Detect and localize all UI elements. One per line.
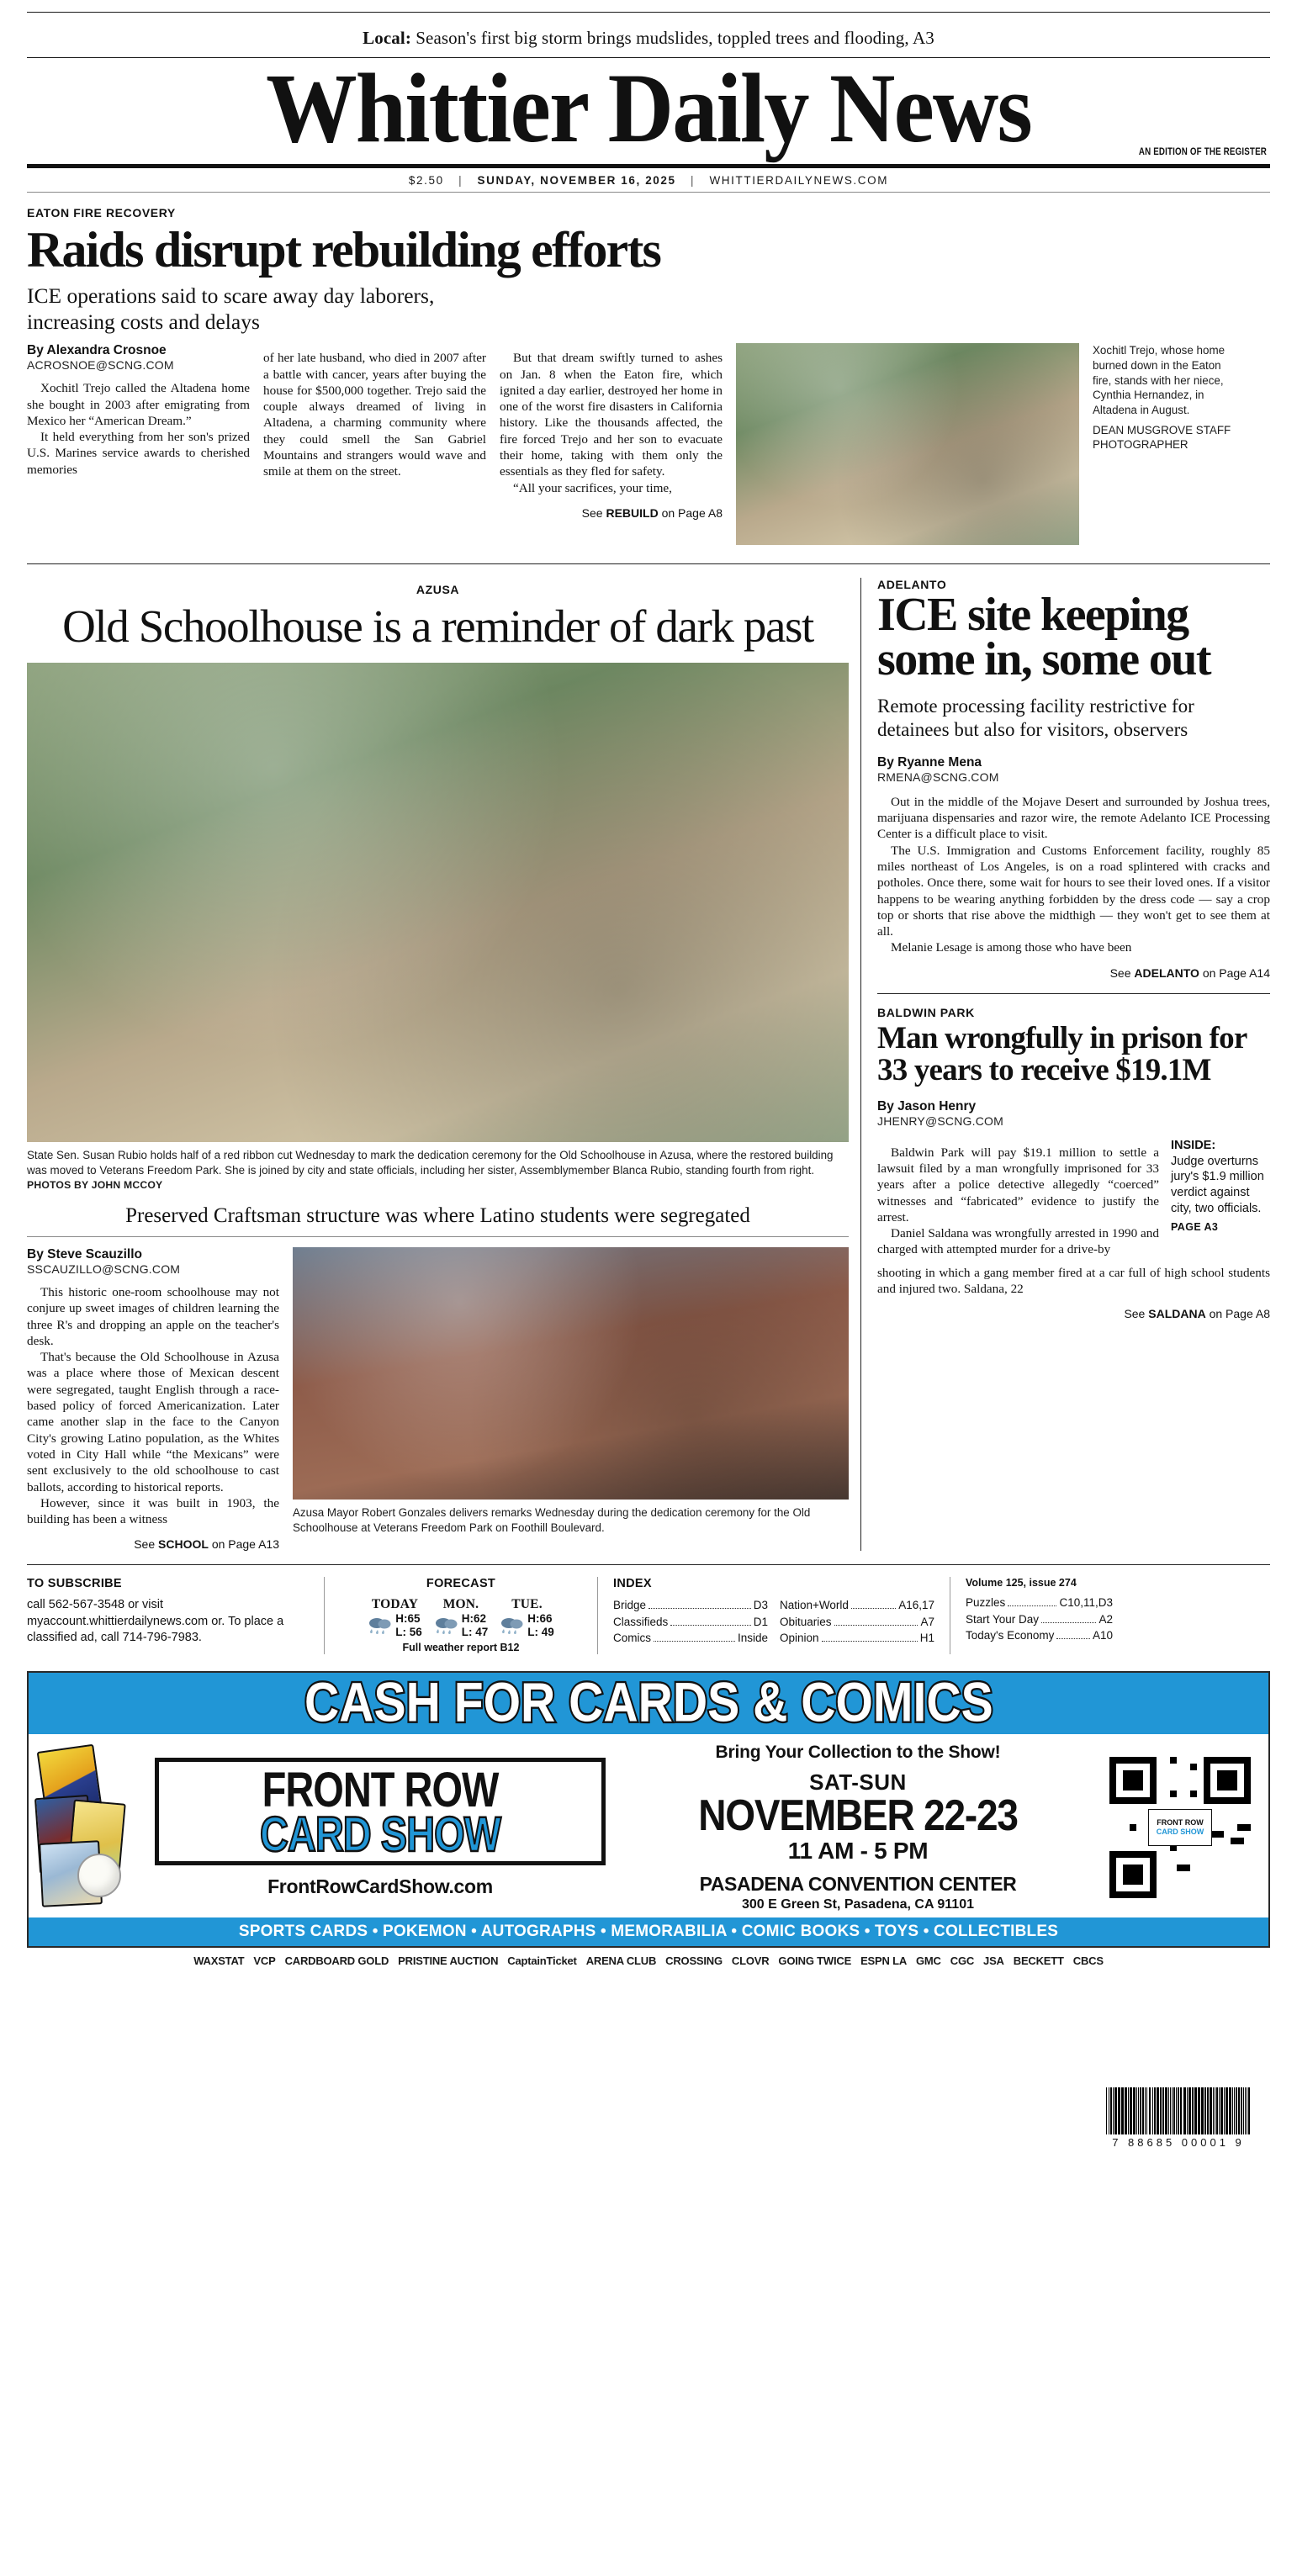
jump-page: on Page A14 [1202, 965, 1270, 980]
forecast-day-body [500, 1612, 554, 1638]
azusa-subhead-rule [27, 1236, 849, 1237]
azusa-photo-2-caption: Azusa Mayor Robert Gonzales delivers remarks Wednesday during the dedication ceremony for the Old Schoolhouse at Veterans Freedom Park on Foothill Boulevard. [293, 1505, 811, 1534]
jump-page: on Page A8 [661, 505, 723, 520]
sponsor-logo: CBCS [1072, 1954, 1104, 1968]
skybox [27, 13, 1270, 57]
baldwin-body-full [877, 1265, 1270, 1298]
azusa-jump-line[interactable] [27, 1537, 279, 1551]
azusa-photo-1-credit: PHOTOS BY JOHN MCCOY [27, 1179, 163, 1192]
forecast-high: H:66 [527, 1612, 553, 1626]
masthead [27, 53, 1270, 163]
lead-column-1 [27, 343, 250, 545]
dateline-separator-2: | [691, 174, 696, 188]
azusa-lower-grid [27, 1247, 849, 1551]
index-name: Opinion [780, 1631, 819, 1644]
sponsor-logo: CGC [950, 1954, 975, 1968]
ad-address: 300 E Green St, Pasadena, CA 91101 [741, 1897, 974, 1912]
index-block [613, 1577, 934, 1645]
jump-keyword: SCHOOL [158, 1537, 209, 1552]
cover-price: $2.50 [408, 174, 444, 188]
index-row[interactable] [613, 1597, 768, 1613]
index-title: INDEX [613, 1577, 652, 1591]
baldwin-story [877, 1006, 1270, 1321]
forecast-temps [395, 1612, 422, 1638]
ice-jump-line[interactable] [877, 966, 1270, 980]
publication-date: SUNDAY, NOVEMBER 16, 2025 [477, 174, 676, 188]
jump-keyword: REBUILD [606, 505, 659, 520]
index-page: C10,11,D3 [1059, 1596, 1113, 1610]
baldwin-jump-line[interactable] [877, 1307, 1270, 1320]
azusa-photo-2 [293, 1247, 849, 1500]
index-name: Puzzles [966, 1596, 1006, 1610]
baldwin-grid [877, 1138, 1270, 1258]
caption-text: State Sen. Susan Rubio holds half of a red ribbon cut Wednesday to mark the dedication ceremony for the Old Schoolhouse in Azusa, where the restored building was moved to Veterans Freedom Park. She is joined by city and state officials, including her sister, Assemblymember Blanca Rubio, standing fourth from right. [27, 1148, 834, 1177]
lead-column-3 [500, 343, 723, 545]
index-dots [1041, 1622, 1096, 1623]
index-page: A16,17 [898, 1599, 934, 1612]
subscribe-block [27, 1577, 309, 1645]
dateline [27, 168, 1270, 192]
footer-info-bar [27, 1565, 1270, 1663]
index-dots [851, 1608, 896, 1609]
lead-deck: ICE operations said to scare away day laborers, increasing costs and delays [27, 283, 435, 334]
masthead-title: Whittier Daily News [266, 53, 1031, 163]
forecast-high: H:62 [461, 1612, 486, 1626]
paragraph: But that dream swiftly turned to ashes on Jan. 8 when the Eaton fire, which ignited a day earlier, destroyed her home in one of the worst fire disasters in California history. Like the thousands affected, the fire forced Trejo and her son to evacuate their home, taking with them only the essentials as they fled for safety. [500, 351, 723, 479]
paragraph: “All your sacrifices, your time, [513, 480, 672, 495]
paragraph: Xochitl Trejo called the Altadena home she bought in 2003 after emigrating from Mexico her “American Dream.” [27, 381, 250, 428]
sponsor-logo: VCP [253, 1954, 276, 1968]
lead-byline-email[interactable]: ACROSNOE@SCNG.COM [27, 358, 174, 373]
lead-photo-wrap [736, 343, 1079, 545]
paragraph: shooting in which a gang member fired at a car full of high school students and injured two. Saldana, 22 [877, 1265, 1270, 1297]
paragraph: That's because the Old Schoolhouse in Azusa was a place where those of Mexican descent were segregated, taught English through a race-based policy of forced Americanization. Later came another slap in the face to the Canyon City's growing Latino population, as the Whites voted in City Hall while “the Mexicans” were sent exclusively to the old schoolhouse to cast ballots, according to historical reports. [27, 1350, 279, 1494]
lead-body-1 [27, 380, 250, 478]
ice-byline-email[interactable]: RMENA@SCNG.COM [877, 770, 999, 784]
lead-headline[interactable]: Raids disrupt rebuilding efforts [27, 222, 661, 278]
dateline-separator-1: | [458, 174, 463, 188]
dateline-wrap [27, 164, 1270, 193]
inside-label: INSIDE: [1171, 1138, 1216, 1152]
index-dots [1008, 1605, 1056, 1606]
ad-event-info [622, 1743, 1093, 1912]
index-row[interactable] [613, 1614, 768, 1630]
forecast-high: H:65 [395, 1612, 421, 1626]
index-row[interactable] [966, 1611, 1113, 1627]
barcode-block [1090, 2087, 1267, 2149]
index-name: Obituaries [780, 1615, 832, 1628]
forecast-day [500, 1597, 554, 1638]
sponsor-logo: GMC [916, 1954, 941, 1968]
footer-divider-2 [597, 1577, 598, 1654]
lead-story [27, 193, 1270, 545]
sponsor-logo: JSA [983, 1954, 1004, 1968]
volume-index-barcode-block [966, 1577, 1134, 1642]
footer-divider-1 [324, 1577, 325, 1654]
azusa-kicker: AZUSA [416, 583, 460, 597]
paragraph: Baldwin Park will pay $19.1 million to settle a lawsuit filed by a man wrongfully imprisoned for 33 years after a police detective allegedly “coerced” witnesses and “fabricated” evidence to justify the arrest. [877, 1145, 1159, 1225]
jump-keyword: ADELANTO [1134, 965, 1199, 980]
lead-photo-caption: Xochitl Trejo, whose home burned down in the Eaton fire, stands with her niece, Cynthia Hernandez, in Altadena in August. [1093, 344, 1226, 417]
sponsor-logo: WAXSTAT [193, 1954, 245, 1968]
website-url[interactable]: WHITTIERDAILYNEWS.COM [709, 174, 889, 188]
subscribe-title: TO SUBSCRIBE [27, 1577, 122, 1591]
forecast-block [340, 1577, 582, 1653]
paragraph: of her late husband, who died in 2007 after a battle with cancer, years after buying the house for $500,000 together. Trejo said the couple always dreamed of living in Altadena, a charming community where they could smell the San Gabriel Mountains and strangers would wave and smile at them on the street. [263, 351, 486, 479]
index-dots [654, 1641, 735, 1642]
paragraph: Daniel Saldana was wrongfully arrested in 1990 and charged with attempted murder for a drive-by [877, 1226, 1159, 1257]
azusa-byline: By Steve Scauzillo [27, 1246, 142, 1262]
forecast-day-label: TODAY [371, 1597, 419, 1612]
rain-cloud-icon [368, 1615, 393, 1637]
qr-inset-logo: FRONT ROW CARD SHOW [1148, 1809, 1212, 1846]
forecast-day-label: MON. [442, 1597, 479, 1612]
jump-page: on Page A13 [211, 1537, 279, 1552]
subscribe-text: call 562-567-3548 or visit myaccount.whittierdailynews.com or. To place a classified ad, call 714-796-7983. [27, 1598, 284, 1644]
index-page: Inside [737, 1631, 768, 1644]
index-page: D3 [753, 1599, 768, 1612]
forecast-temps [527, 1612, 554, 1638]
index-name: Bridge [613, 1599, 647, 1612]
skybox-label: Local: [363, 28, 411, 48]
baldwin-kicker: BALDWIN PARK [877, 1005, 975, 1019]
jump-keyword: SALDANA [1148, 1307, 1206, 1321]
sponsor-logo: GOING TWICE [778, 1954, 852, 1968]
paragraph: However, since it was built in 1903, the building has been a witness [27, 1495, 279, 1527]
forecast-low: L: 56 [395, 1625, 422, 1638]
ice-headline[interactable]: ICE site keeping some in, some out [877, 589, 1210, 686]
ad-logo-line2: CARD SHOW [259, 1806, 501, 1862]
forecast-day-body [368, 1612, 422, 1638]
lead-kicker: EATON FIRE RECOVERY [27, 206, 176, 220]
index-name: Today's Economy [966, 1628, 1055, 1642]
index-row[interactable] [613, 1630, 768, 1646]
right-rail-divider [877, 993, 1270, 994]
index-column-middle [780, 1597, 934, 1645]
azusa-photo-1 [27, 663, 849, 1142]
forecast-day [434, 1597, 489, 1638]
ad-qr-block[interactable] [1100, 1757, 1260, 1898]
lead-grid [27, 283, 1270, 545]
paragraph: Melanie Lesage is among those who have been [891, 940, 1132, 955]
lead-body-3 [500, 350, 723, 496]
sponsor-logo: ESPN LA [860, 1954, 908, 1968]
index-row[interactable] [780, 1614, 934, 1630]
index-dots [1056, 1638, 1090, 1639]
jump-see: See [581, 505, 603, 520]
azusa-text-column [27, 1247, 279, 1551]
index-column-left [613, 1597, 768, 1645]
ad-website-url[interactable]: FrontRowCardShow.com [267, 1875, 493, 1897]
index-dots [670, 1625, 750, 1626]
ad-banner-text: CASH FOR CARDS & COMICS [304, 1670, 993, 1734]
ad-bring-line: Bring Your Collection to the Show! [715, 1743, 1001, 1763]
azusa-headline[interactable]: Old Schoolhouse is a reminder of dark past [62, 600, 813, 653]
barcode-digits: 7 88685 00001 9 [1112, 2136, 1245, 2149]
lead-body-2 [263, 350, 486, 479]
ice-byline: By Ryanne Mena [877, 754, 982, 770]
sponsor-logo: CROSSING [665, 1954, 723, 1968]
index-columns [613, 1597, 934, 1645]
advertisement[interactable] [27, 1671, 1270, 1948]
section-divider-1 [27, 563, 1270, 564]
index-page: A10 [1092, 1628, 1113, 1642]
forecast-day [368, 1597, 422, 1638]
ad-dates: NOVEMBER 22-23 [698, 1791, 1018, 1840]
index-page: A7 [920, 1615, 934, 1628]
index-row[interactable] [966, 1627, 1113, 1643]
baldwin-byline: By Jason Henry [877, 1098, 977, 1113]
lead-photo-caption-column [1093, 343, 1240, 545]
jump-see: See [1124, 1307, 1146, 1321]
lead-column-2 [263, 343, 486, 545]
ad-categories-strip: SPORTS CARDS • POKEMON • AUTOGRAPHS • MEMORABILIA • COMIC BOOKS • TOYS • COLLECTIBLES [29, 1917, 1268, 1946]
rain-cloud-icon [434, 1615, 459, 1637]
paragraph: This historic one-room schoolhouse may not conjure up sweet images of children learning the three R's and dropping an apple on the teacher's desk. [27, 1284, 279, 1348]
forecast-title: FORECAST [426, 1577, 496, 1591]
mid-vertical-divider [860, 578, 866, 1551]
index-page: H1 [919, 1631, 934, 1644]
barcode [1106, 2087, 1251, 2134]
masthead-edition: AN EDITION OF THE REGISTER [1138, 147, 1267, 158]
baldwin-inside-box[interactable] [1171, 1138, 1270, 1258]
ice-story [877, 578, 1270, 979]
paragraph: It held everything from her son's prized U.S. Marines service awards to cherished memories [27, 430, 250, 477]
ice-body [877, 794, 1270, 956]
ad-venue: PASADENA CONVENTION CENTER [699, 1873, 1017, 1896]
lead-photo-credit: DEAN MUSGROVE STAFF PHOTOGRAPHER [1093, 423, 1231, 452]
index-dots [834, 1625, 918, 1626]
volume-issue: Volume 125, issue 274 [966, 1577, 1077, 1590]
jump-see: See [134, 1537, 156, 1552]
forecast-temps [462, 1612, 489, 1638]
index-dots [822, 1641, 918, 1642]
ad-sponsor-logos [0, 1948, 1297, 1972]
baldwin-headline[interactable]: Man wrongfully in prison for 33 years to receive $19.1M [877, 1020, 1247, 1088]
index-name: Classifieds [613, 1615, 669, 1628]
ice-deck: Remote processing facility restrictive for detainees but also for visitors, observers [877, 695, 1194, 740]
inside-page: PAGE A3 [1171, 1220, 1219, 1233]
forecast-low: L: 49 [527, 1625, 554, 1638]
baseball-icon [77, 1854, 121, 1897]
sponsor-logo: CLOVR [731, 1954, 770, 1968]
ad-days: SAT-SUN [809, 1769, 907, 1796]
index-name: Nation+World [780, 1599, 849, 1612]
forecast-days [340, 1597, 582, 1638]
index-row[interactable] [780, 1630, 934, 1646]
azusa-body [27, 1284, 279, 1527]
sponsor-logo: ARENA CLUB [585, 1954, 657, 1968]
azusa-photo-2-wrap [293, 1247, 849, 1551]
ad-logo-block [145, 1758, 616, 1898]
index-page: A2 [1098, 1612, 1113, 1626]
qr-code-icon[interactable] [1109, 1757, 1251, 1898]
rain-cloud-icon [500, 1615, 525, 1637]
jump-see: See [1109, 965, 1131, 980]
azusa-photo-1-caption [27, 1148, 849, 1193]
forecast-day-label: TUE. [511, 1597, 543, 1612]
azusa-byline-email[interactable]: SSCAUZILLO@SCNG.COM [27, 1262, 181, 1276]
index-column-right [966, 1595, 1113, 1642]
baldwin-byline-email[interactable]: JHENRY@SCNG.COM [877, 1113, 1003, 1128]
azusa-subhead: Preserved Craftsman structure was where Latino students were segregated [125, 1203, 750, 1227]
ice-kicker: ADELANTO [877, 578, 947, 592]
sponsor-logo: BECKETT [1013, 1954, 1064, 1968]
ad-banner [29, 1670, 1268, 1734]
paragraph: The U.S. Immigration and Customs Enforcement facility, roughly 85 miles northeast of Los Angeles, is on a road splintered with cracks and potholes. Once there, some wait for hours to see their loved ones. If a visitor happens to be wearing anything forbidden by the dress code — say a crop top or shorts that rise above the midthigh — they won't get to see them at all. [877, 843, 1270, 939]
forecast-note: Full weather report B12 [402, 1642, 520, 1654]
right-rail [877, 578, 1270, 1551]
forecast-day-body [434, 1612, 489, 1638]
paragraph: Out in the middle of the Mojave Desert and surrounded by Joshua trees, marijuana dispensaries and razor wire, the remote Adelanto ICE Processing Center is a difficult place to visit. [877, 794, 1270, 842]
index-row[interactable] [966, 1595, 1113, 1611]
azusa-story [27, 578, 849, 1551]
ad-body [29, 1734, 1268, 1917]
ad-hours: 11 AM - 5 PM [787, 1838, 929, 1865]
index-dots [648, 1608, 751, 1609]
sponsor-logo: PRISTINE AUCTION [398, 1954, 499, 1968]
lead-jump-line[interactable] [500, 506, 723, 520]
mid-region [27, 578, 1270, 1551]
inside-text: Judge overturns jury's $1.9 million verdict against city, two officials. [1171, 1154, 1264, 1216]
ad-cards-artwork [37, 1748, 138, 1907]
forecast-low: L: 47 [461, 1625, 489, 1638]
sponsor-logo: CaptainTicket [507, 1954, 577, 1968]
lead-photo [736, 343, 1079, 545]
skybox-text: Season's first big storm brings mudslides, toppled trees and flooding, A3 [416, 28, 934, 48]
index-page: D1 [753, 1615, 768, 1628]
lead-byline: By Alexandra Crosnoe [27, 343, 167, 358]
ad-logo-line1: FRONT ROW [262, 1761, 499, 1817]
jump-page: on Page A8 [1209, 1307, 1270, 1321]
index-name: Start Your Day [966, 1612, 1040, 1626]
sponsor-logo: CARDBOARD GOLD [284, 1954, 389, 1968]
index-name: Comics [613, 1631, 652, 1644]
ad-logo-box [155, 1758, 606, 1865]
baldwin-body [877, 1138, 1159, 1258]
index-row[interactable] [780, 1597, 934, 1613]
